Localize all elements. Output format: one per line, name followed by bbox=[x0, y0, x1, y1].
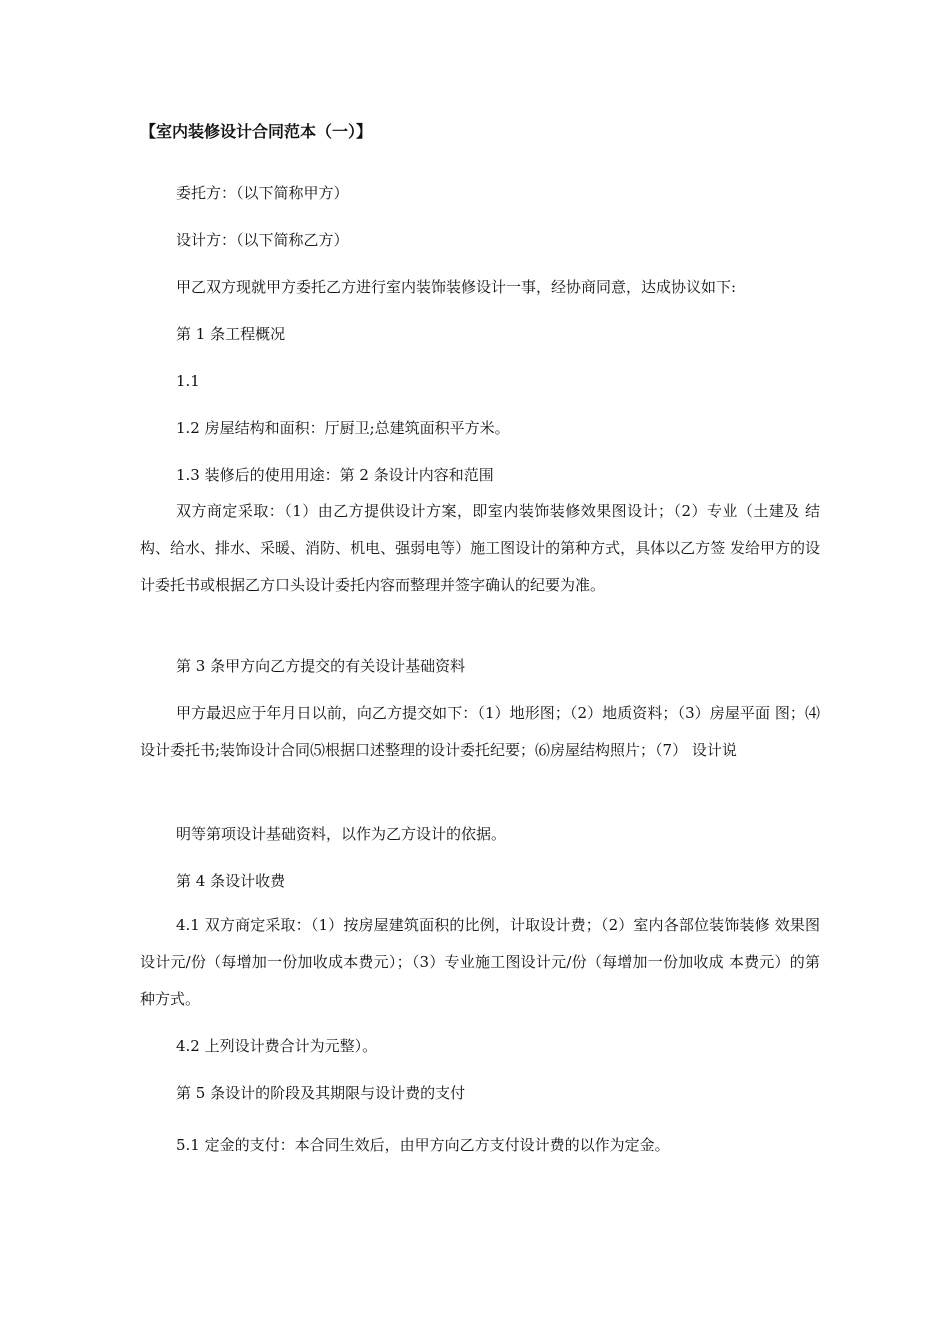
clause-1-2: 1.2 房屋结构和面积：厅厨卫;总建筑面积平方米。 bbox=[176, 419, 510, 437]
clause-4-1: 4.1 双方商定采取：（1）按房屋建筑面积的比例，计取设计费；（2）室内各部位装饰装修 效果图设计元/份（每增加一份加收成本费元）；（3）专业施工图设计元/份（每增加一份加收成 本费元）的第种方式。 bbox=[140, 916, 820, 1008]
article-3-body: 甲方最迟应于年月日以前，向乙方提交如下：（1）地形图；（2）地质资料；（3）房屋平面 图；⑷设计委托书;装饰设计合同⑸根据口述整理的设计委托纪要；⑹房屋结构照片；（7） 设计说 bbox=[140, 704, 820, 759]
article-5-heading: 第 5 条设计的阶段及其期限与设计费的支付 bbox=[176, 1084, 466, 1102]
article-3-heading: 第 3 条甲方向乙方提交的有关设计基础资料 bbox=[176, 657, 466, 675]
designer-line: 设计方：（以下简称乙方） bbox=[176, 231, 349, 249]
article-2-body: 双方商定采取：（1）由乙方提供设计方案，即室内装饰装修效果图设计；（2）专业（土建及 结构、给水、排水、采暖、消防、机电、强弱电等）施工图设计的第种方式，具体以乙方签 发给甲方的设计委托书或根据乙方口头设计委托内容而整理并签字确认的纪要为准。 bbox=[140, 502, 820, 594]
clause-5-1: 5.1 定金的支付：本合同生效后，由甲方向乙方支付设计费的以作为定金。 bbox=[176, 1136, 670, 1154]
article-3-continuation: 明等第项设计基础资料，以作为乙方设计的依据。 bbox=[176, 825, 507, 843]
clause-1-3: 1.3 装修后的使用用途：第 2 条设计内容和范围 bbox=[176, 466, 494, 484]
article-1-heading: 第 1 条工程概况 bbox=[176, 325, 286, 343]
document-title: 【室内装修设计合同范本（一）】 bbox=[140, 122, 373, 141]
clause-4-2: 4.2 上列设计费合计为元整）。 bbox=[176, 1037, 378, 1055]
intro-paragraph: 甲乙双方现就甲方委托乙方进行室内装饰装修设计一事，经协商同意，达成协议如下: bbox=[176, 278, 737, 296]
client-line: 委托方：（以下简称甲方） bbox=[176, 184, 349, 202]
clause-1-1: 1.1 bbox=[176, 372, 200, 390]
article-4-heading: 第 4 条设计收费 bbox=[176, 872, 286, 890]
